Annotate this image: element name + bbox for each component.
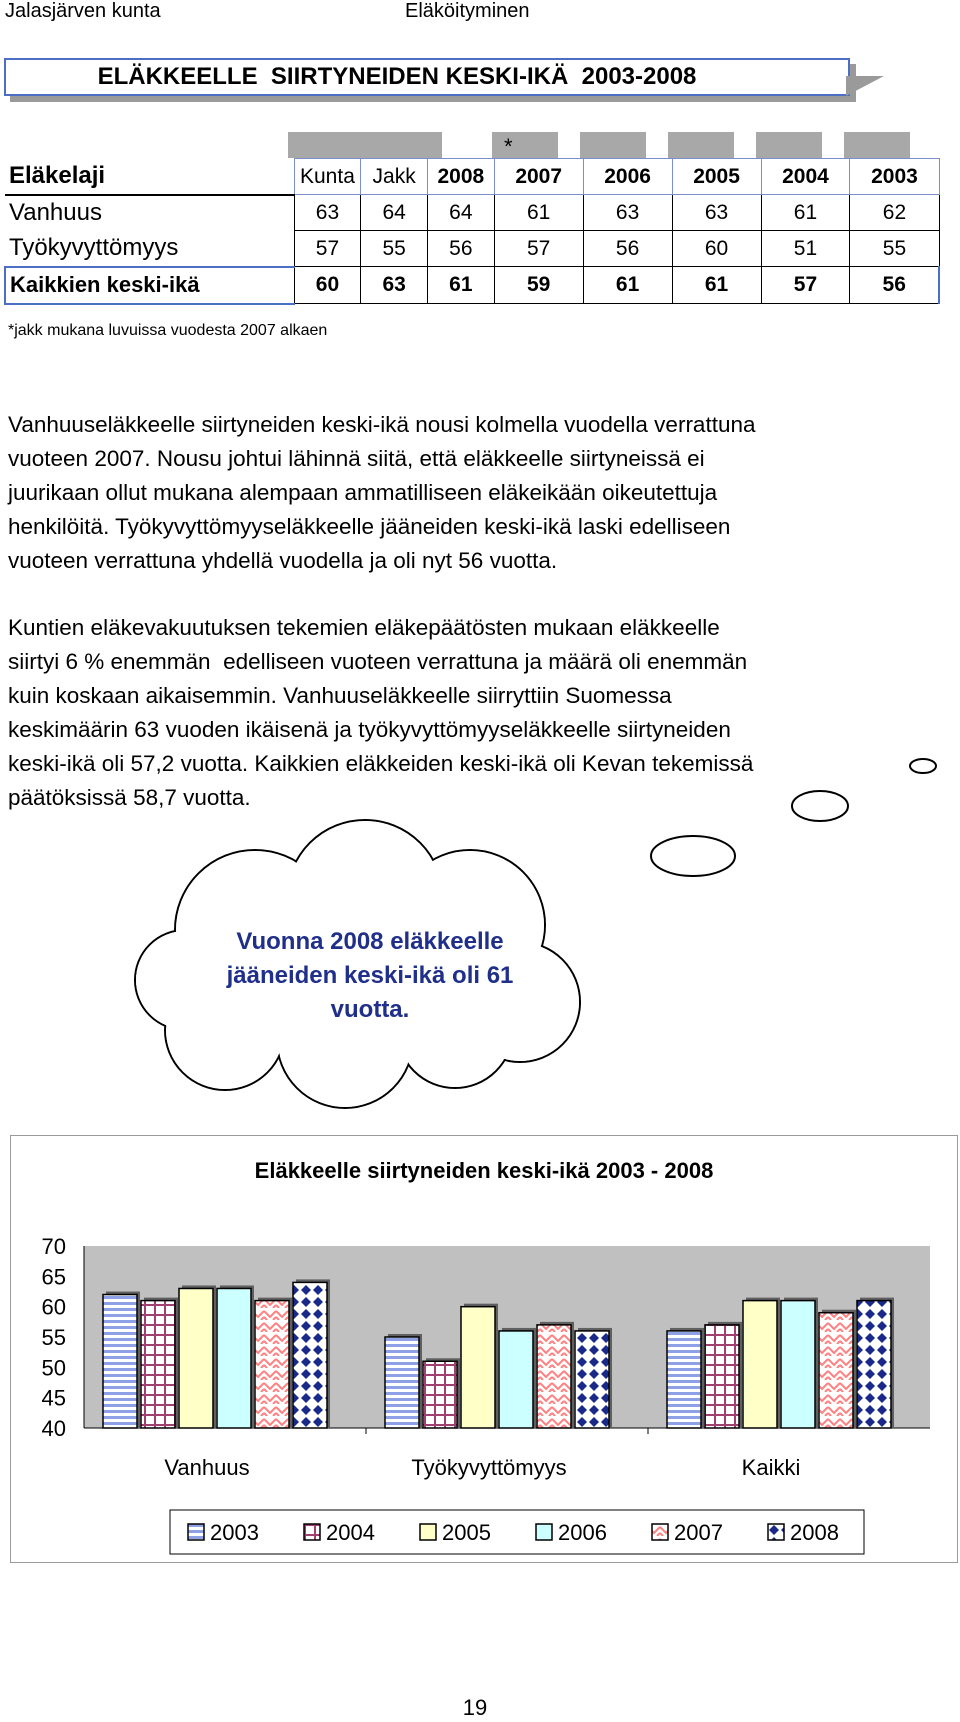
callout-line: Vuonna 2008 eläkkeelle (236, 928, 504, 955)
table-cell: 57 (294, 231, 361, 267)
callout-line: jääneiden keski-ikä oli 61 (226, 962, 514, 989)
document-title-text: ELÄKKEELLE SIIRTYNEIDEN KESKI-IKÄ 2003-2008 (97, 63, 697, 90)
table-cell: 55 (361, 231, 428, 267)
y-axis (42, 1234, 84, 1441)
paragraph-line: juurikaan ollut mukana alempaan ammatilliseen eläkeikään oikeutettuja (8, 480, 718, 505)
bar-2005-Työkyvyttömyys (461, 1307, 495, 1428)
bar-2007-Työkyvyttömyys (537, 1325, 571, 1428)
paragraph-line: henkilöitä. Työkyvyttömyyseläkkeelle jääneiden keski-ikä laski edelliseen (8, 514, 731, 539)
header-cell: 2006 (583, 159, 672, 195)
table-cell: 57 (761, 267, 850, 304)
y-tick-label: 45 (41, 1385, 66, 1411)
legend-label: 2004 (326, 1520, 375, 1545)
table-cell: 63 (294, 195, 361, 231)
table-cell: 59 (494, 267, 583, 304)
legend-label: 2007 (674, 1520, 723, 1545)
table-cell: 56 (583, 231, 672, 267)
table-cell: 57 (494, 231, 583, 267)
table-cell: 62 (850, 195, 939, 231)
legend-swatch (768, 1524, 784, 1540)
table-cell: 61 (494, 195, 583, 231)
table-row (5, 195, 939, 231)
table-header-row (5, 159, 939, 195)
header-center: Eläköityminen (405, 0, 530, 22)
header-cell: 2007 (494, 159, 583, 195)
row-label: Kaikkien keski-ikä (5, 267, 294, 304)
paragraph-1 (8, 408, 908, 578)
bar-2003-Vanhuus (103, 1295, 137, 1428)
paragraph-line: keski-ikä oli 57,2 vuotta. Kaikkien eläkkeiden keski-ikä oli Kevan tekemissä (8, 751, 754, 776)
bar-2003-Kaikki (667, 1331, 701, 1428)
header-cell: Jakk (361, 159, 428, 195)
header-cell: 2005 (672, 159, 761, 195)
paragraph-line: kuin koskaan aikaisemmin. Vanhuuseläkkeelle siirryttiin Suomessa (8, 683, 672, 708)
legend-label: 2005 (442, 1520, 491, 1545)
header-left: Jalasjärven kunta (5, 0, 161, 22)
y-tick-label: 65 (41, 1264, 66, 1290)
table-cell: 61 (428, 267, 495, 304)
page-number: 19 (462, 1695, 488, 1720)
y-tick-label: 40 (41, 1416, 66, 1441)
chart-title: Eläkkeelle siirtyneiden keski-ikä 2003 - 2008 (254, 1158, 714, 1183)
table-asterisk: * (504, 134, 513, 159)
table-cell: 61 (583, 267, 672, 304)
table-cell: 63 (583, 195, 672, 231)
table-cell: 51 (761, 231, 850, 267)
table-cell: 56 (428, 231, 495, 267)
document-title (4, 58, 850, 96)
legend-label: 2008 (790, 1520, 839, 1545)
y-tick-label: 60 (41, 1294, 66, 1320)
callout-line: vuotta. (330, 996, 410, 1023)
paragraph-line: vuoteen 2007. Nousu johtui lähinnä siitä, että eläkkeelle siirtyneissä ei (8, 446, 705, 471)
row-label: Vanhuus (9, 199, 102, 226)
table-cell: 63 (361, 267, 428, 304)
bar-2005-Vanhuus (179, 1288, 213, 1428)
bar-chart (0, 1200, 960, 1570)
table-total-row (5, 267, 939, 304)
table-cell: 61 (672, 267, 761, 304)
header-cell: 2008 (428, 159, 495, 195)
legend-swatch (188, 1524, 204, 1540)
paragraph-line: päätöksissä 58,7 vuotta. (8, 785, 251, 810)
cloud-bubble-small (910, 759, 936, 773)
cloud-bubble-medium (792, 791, 848, 821)
paragraph-line: vuoteen verrattuna yhdellä vuodella ja oli nyt 56 vuotta. (8, 548, 558, 573)
legend-label: 2003 (210, 1520, 259, 1545)
x-axis-labels (164, 1455, 800, 1480)
table-row (5, 231, 939, 267)
callout-text (195, 925, 545, 1027)
cloud-bubble-large (651, 836, 735, 876)
bar-2006-Kaikki (781, 1301, 815, 1428)
header-cell: 2003 (850, 159, 939, 195)
table-cell: 63 (672, 195, 761, 231)
bar-2008-Vanhuus (293, 1282, 327, 1428)
legend-swatch (536, 1524, 552, 1540)
y-tick-label: 70 (41, 1234, 66, 1259)
header-cell: 2004 (761, 159, 850, 195)
x-category-label: Työkyvyttömyys (411, 1455, 567, 1480)
bar-2004-Kaikki (705, 1325, 739, 1428)
paragraph-line: Vanhuuseläkkeelle siirtyneiden keski-ikä nousi kolmella vuodella verrattuna (8, 412, 756, 437)
header-cell: Eläkelaji (5, 159, 294, 195)
bar-2005-Kaikki (743, 1301, 777, 1428)
table-footnote: *jakk mukana luvuissa vuodesta 2007 alkaen (8, 322, 328, 339)
paragraph-line: keskimäärin 63 vuoden ikäisenä ja työkyvyttömyyseläkkeelle siirtyneiden (8, 717, 731, 742)
bar-2004-Vanhuus (141, 1301, 175, 1428)
table-cell: 55 (850, 231, 939, 267)
bar-2008-Kaikki (857, 1301, 891, 1428)
x-category-label: Kaikki (741, 1455, 801, 1480)
legend-swatch (652, 1524, 668, 1540)
bar-2007-Kaikki (819, 1313, 853, 1428)
table-cell: 56 (850, 267, 939, 304)
table-cell: 60 (294, 267, 361, 304)
legend-swatch (420, 1524, 436, 1540)
table-cell: 64 (428, 195, 495, 231)
retirement-age-table (4, 158, 940, 305)
paragraph-line: siirtyi 6 % enemmän edelliseen vuoteen verrattuna ja määrä oli enemmän (8, 649, 748, 674)
title-shadow-arrow (846, 76, 886, 98)
table-cell: 64 (361, 195, 428, 231)
x-category-label: Vanhuus (164, 1455, 250, 1480)
y-tick-label: 55 (41, 1325, 66, 1350)
y-tick-label: 50 (41, 1355, 66, 1381)
table-cell: 60 (672, 231, 761, 267)
legend-label: 2006 (558, 1520, 607, 1545)
legend-swatch (304, 1524, 320, 1540)
paragraph-line: Kuntien eläkevakuutuksen tekemien eläkepäätösten mukaan eläkkeelle (8, 615, 720, 640)
table-cell: 61 (761, 195, 850, 231)
row-label: Työkyvyttömyys (9, 234, 179, 261)
bar-2006-Vanhuus (217, 1288, 251, 1428)
bar-2004-Työkyvyttömyys (423, 1361, 457, 1428)
bar-2006-Työkyvyttömyys (499, 1331, 533, 1428)
bar-2007-Vanhuus (255, 1301, 289, 1428)
header-cell: Kunta (294, 159, 361, 195)
chart-legend (170, 1510, 864, 1554)
bar-2008-Työkyvyttömyys (575, 1331, 609, 1428)
bar-2003-Työkyvyttömyys (385, 1337, 419, 1428)
